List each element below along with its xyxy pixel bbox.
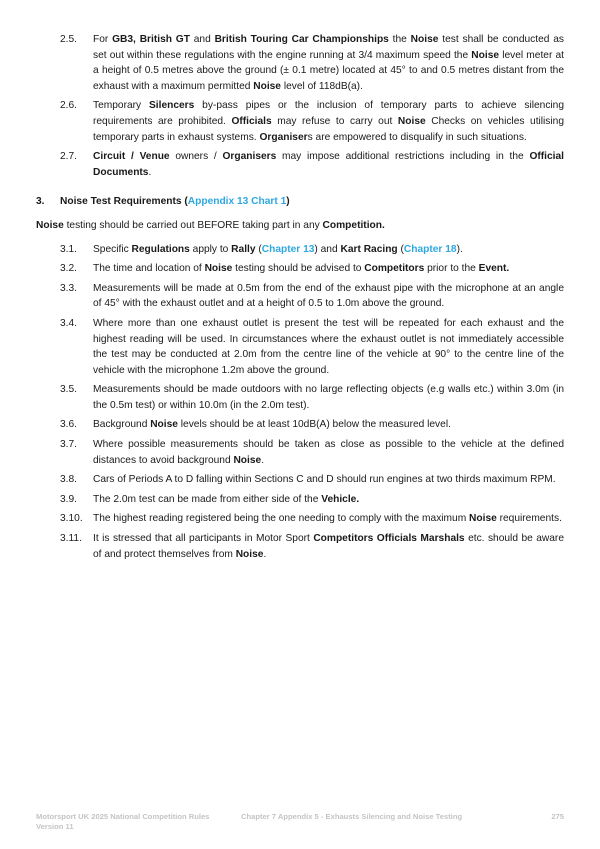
text-run: level of 118dB(a).	[280, 80, 363, 92]
text-run: Measurements will be made at 0.5m from the end of the exhaust pipe with the microphone at an angle of 45° with the exhaust outlet and at a height of 0.5 to 1.0m above the ground.	[93, 282, 564, 310]
text-run: .	[261, 454, 265, 466]
defined-term: Noise	[150, 419, 178, 431]
defined-term: Noise	[235, 548, 264, 560]
clause-text	[93, 437, 564, 468]
text-run: may impose additional restrictions including in the	[276, 151, 530, 163]
clause-number: 3.11.	[60, 533, 82, 545]
defined-term: British Touring Car Championships	[214, 34, 389, 45]
clause-number: 2.6.	[60, 100, 77, 112]
defined-term: Noise	[253, 80, 281, 92]
clause-text	[93, 242, 564, 258]
text-run: Measurements should be made outdoors with no large reflecting objects (e.g walls etc.) within 3.0m (in the 0.5m test) or within 10.0m (in the 2.0m test).	[93, 384, 564, 411]
defined-term: Competitors	[364, 263, 425, 275]
text-run: It is stressed that all participants in Motor Sport	[93, 533, 314, 545]
text-run: .	[263, 548, 267, 560]
clause-text	[93, 32, 564, 94]
clause-3-8	[36, 472, 564, 488]
clause-text	[93, 382, 564, 413]
clause-3-7	[36, 437, 564, 468]
appendix-link[interactable]: Appendix 13 Chart 1	[187, 196, 287, 208]
clause-2-6	[36, 98, 564, 145]
defined-term: Officials	[231, 115, 272, 127]
text-run: The highest reading registered being the one needing to comply with the maximum	[93, 513, 470, 525]
clause-text	[93, 472, 564, 488]
text-run: prior to the	[424, 263, 479, 275]
section-3-number: 3.	[36, 196, 45, 208]
text-run: s are empowered to disqualify in such situations.	[307, 131, 527, 143]
chapter-link[interactable]: Chapter 13	[261, 243, 315, 255]
clause-2-5	[36, 32, 564, 94]
defined-term: Kart Racing	[340, 243, 398, 255]
clause-3-5	[36, 382, 564, 413]
text-run: ).	[456, 243, 463, 255]
clause-text	[93, 261, 564, 277]
text-run: testing should be advised to	[232, 263, 365, 275]
text-run: apply to	[189, 243, 232, 255]
defined-term: Noise	[36, 219, 64, 231]
defined-term: Organiser	[259, 131, 308, 143]
footer-rules-title: Motorsport UK 2025 National Competition Rules	[36, 812, 210, 821]
defined-term: GB3, British GT	[112, 34, 190, 45]
defined-term: Noise	[233, 454, 262, 466]
text-run: ) and	[314, 243, 341, 255]
text-run: and	[189, 34, 215, 45]
footer-chapter: Chapter 7 Appendix 5 - Exhausts Silencing and Noise Testing	[241, 812, 463, 821]
defined-term: Regulations	[131, 243, 190, 255]
defined-term: Noise	[397, 115, 426, 127]
chapter-link[interactable]: Chapter 18	[403, 243, 457, 255]
clause-number: 2.7.	[60, 151, 77, 163]
section-3-title: Noise Test Requirements (Appendix 13 Chart 1)	[60, 196, 290, 208]
defined-term: Noise	[410, 34, 439, 45]
clause-number: 3.1.	[60, 243, 77, 255]
clause-number: 3.5.	[60, 384, 77, 396]
clause-number: 3.3.	[60, 282, 77, 294]
clause-number: 3.7.	[60, 439, 77, 451]
text-run: Checks on vehicles utilising temporary parts in exhaust systems.	[93, 115, 564, 143]
clause-text	[93, 492, 564, 508]
section-2-list	[36, 32, 564, 180]
clause-3-3	[36, 281, 564, 312]
clause-3-2	[36, 261, 564, 277]
text-run: The 2.0m test can be made from either side of the	[93, 493, 322, 505]
clause-text	[93, 511, 564, 527]
clause-text	[93, 98, 564, 145]
clause-number: 3.8.	[60, 474, 77, 486]
defined-term: Noise	[471, 49, 500, 61]
defined-term: Competition.	[322, 219, 385, 231]
clause-3-6	[36, 417, 564, 433]
clause-number: 3.6.	[60, 419, 77, 431]
clause-3-1	[36, 242, 564, 258]
text-run: owners /	[169, 151, 223, 163]
clause-3-4	[36, 316, 564, 378]
text-run: may refuse to carry out	[271, 115, 398, 127]
clause-3-10	[36, 511, 564, 527]
section-3-intro	[36, 218, 564, 234]
defined-term: Silencers	[149, 100, 195, 112]
footer-left	[36, 812, 209, 832]
text-run: For	[93, 34, 113, 45]
text-run: levels should be at least 10dB(A) below the measured level.	[177, 419, 451, 431]
text-run: Temporary	[93, 100, 149, 112]
defined-term: Competitors Officials Marshals	[313, 533, 465, 545]
text-run: Background	[93, 419, 151, 431]
section-3-heading	[36, 194, 564, 210]
clause-number: 2.5.	[60, 34, 77, 45]
defined-term: Organisers	[222, 151, 277, 163]
text-run: Specific	[93, 243, 132, 255]
clause-number: 3.10.	[60, 513, 83, 525]
clause-text	[93, 316, 564, 378]
text-run: testing should be carried out BEFORE taking part in any	[63, 219, 323, 231]
text-run: .	[148, 166, 152, 178]
footer-version: Version 11	[36, 822, 74, 831]
section-3-list	[36, 242, 564, 563]
text-run: etc. should be aware of and protect themselves from	[93, 533, 564, 560]
defined-term: Noise	[204, 263, 233, 275]
clause-number: 3.2.	[60, 263, 77, 275]
document-body	[36, 32, 564, 566]
text-run: Where possible measurements should be taken as close as possible to the vehicle at the defined distances to avoid background	[93, 439, 564, 466]
defined-term: Noise	[469, 513, 497, 525]
defined-term: Vehicle.	[321, 493, 360, 505]
clause-text	[93, 531, 564, 562]
clause-text	[93, 417, 564, 433]
text-run: requirements.	[496, 513, 562, 525]
defined-term: Rally	[231, 243, 256, 255]
text-run: The time and location of	[93, 263, 205, 275]
clause-3-9	[36, 492, 564, 508]
text-run: Cars of Periods A to D falling within Sections C and D should run engines at two thirds maximum RPM.	[93, 474, 556, 486]
text-run: (	[397, 243, 404, 255]
clause-number: 3.9.	[60, 493, 77, 505]
text-run: level meter at a height of 0.5 metres above the ground (± 0.1 metre) located at 45° to and 0.5 metres distant from the exhaust with a maximum permitted	[93, 49, 564, 92]
defined-term: Official Documents	[93, 151, 564, 178]
text-run: test shall be conducted as set out within these regulations with the engine running at 3/4 maximum speed the	[93, 34, 564, 61]
clause-3-11	[36, 531, 564, 562]
text-run: Where more than one exhaust outlet is present the test will be repeated for each exhaust and the highest reading will be used. In circumstances where the exhaust outlet is not immediately accessible the test may be conducted at 2.0m from the centre line of the vehicle at 90° to the centre line of the vehicle with the microphone 1.2m above the ground.	[93, 317, 564, 376]
defined-term: Event.	[478, 263, 510, 275]
clause-2-7	[36, 149, 564, 180]
text-run: (	[255, 243, 262, 255]
clause-text	[93, 281, 564, 312]
clause-text	[93, 149, 564, 180]
page-number: 275	[551, 812, 564, 821]
clause-number: 3.4.	[60, 317, 77, 329]
defined-term: Circuit / Venue	[93, 151, 170, 163]
text-run: by-pass pipes or the inclusion of temporary parts to achieve silencing requirements are prohibited.	[93, 100, 565, 127]
text-run: the	[388, 34, 411, 45]
